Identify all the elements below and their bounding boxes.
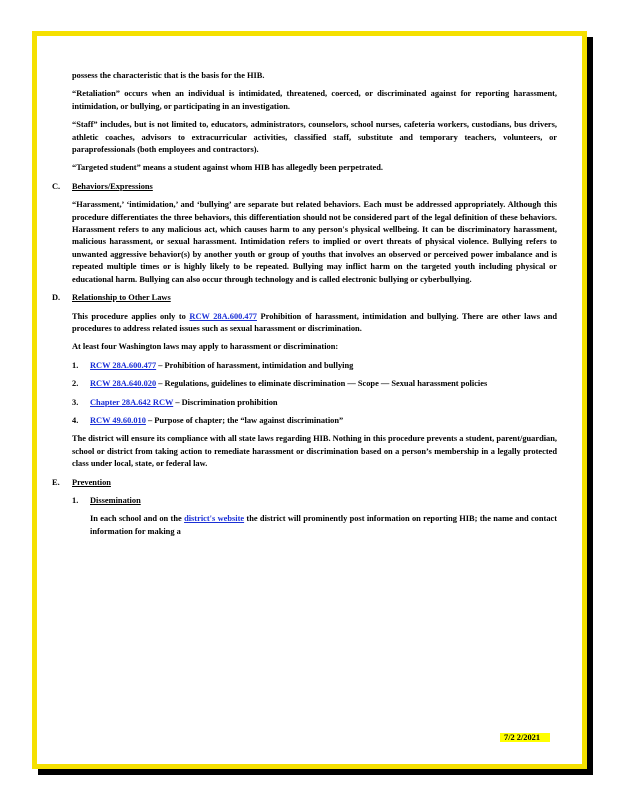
text-run: In each school and on the bbox=[90, 514, 185, 524]
document-body bbox=[52, 70, 557, 544]
list-number: 4. bbox=[72, 415, 79, 425]
law-description: – Discrimination prohibition bbox=[173, 397, 278, 407]
section-c-paragraph: “Harassment,’ ‘intimidation,’ and ‘bullying’ are separate but related behaviors. Each must be addressed appropriately. Although this procedure differentiates the three behaviors, this differentiation should not be considered part of the legal definition of these behaviors. Harassment refers to any malicious act, which causes harm to any person's physical wellbeing. It can be discriminatory harassment, malicious harassment, or sexual harassment. Intimidation refers to implied or overt threats of physical violence. Bullying refers to unwanted aggressive behavior(s) by another youth or group of youths that involves an observed or perceived power imbalance and is repeated multiple times or is highly likely to be repeated. Bullying may inflict harm on the targeted youth including physical or educational harm. Bullying can also occur through technology and is called electronic bullying or cyberbullying. bbox=[72, 200, 557, 284]
district-website-link[interactable]: district's website bbox=[184, 514, 245, 524]
section-d-paragraph-2: At least four Washington laws may apply to harassment or discrimination: bbox=[72, 342, 339, 352]
text-run: Prohibition of harassment, intimidation and bullying. There are other laws and procedures to address related issues such as sexual harassment or discrimination. bbox=[72, 311, 558, 333]
section-number: E. bbox=[52, 477, 60, 487]
dissemination-paragraph bbox=[90, 513, 557, 538]
paragraph: possess the characteristic that is the basis for the HIB. bbox=[72, 71, 265, 80]
law-list-item bbox=[72, 415, 557, 427]
law-list-item bbox=[72, 360, 557, 372]
section-title: Behaviors/Expressions bbox=[72, 181, 153, 191]
law-link[interactable]: RCW 28A.600.477 bbox=[90, 360, 157, 370]
law-description: – Prohibition of harassment, intimidation and bullying bbox=[156, 360, 354, 370]
law-list-item bbox=[72, 397, 557, 409]
law-description: – Regulations, guidelines to eliminate discrimination — Scope — Sexual harassment policies bbox=[156, 379, 488, 389]
laws-list bbox=[52, 360, 557, 428]
subsection-heading bbox=[72, 495, 557, 507]
definition-retaliation: “Retaliation” occurs when an individual is intimidated, threatened, coerced, or discriminated against for reporting harassment, intimidation, or bullying, or participating in an investigation. bbox=[72, 89, 557, 111]
list-item-body bbox=[90, 360, 557, 372]
section-number: D. bbox=[52, 293, 61, 303]
list-item-body bbox=[90, 397, 557, 409]
law-description: – Purpose of chapter; the “law against discrimination” bbox=[145, 415, 344, 425]
section-c-heading bbox=[52, 181, 557, 193]
list-item-body bbox=[90, 415, 557, 427]
section-number: C. bbox=[52, 181, 61, 191]
list-number: 1. bbox=[72, 360, 79, 370]
section-d-paragraph-3: The district will ensure its compliance with all state laws regarding HIB. Nothing in this procedure prevents a student, parent/guardian, school or district from taking action to remediate harassment or discrimination based on a person’s membership in a legally protected class under local, state, or federal law. bbox=[72, 434, 557, 469]
revision-date: 7/2 2/2021 bbox=[500, 733, 550, 742]
section-d-paragraph-1 bbox=[72, 311, 557, 336]
section-e-heading bbox=[52, 477, 557, 489]
definition-targeted-student: “Targeted student” means a student against whom HIB has allegedly been perpetrated. bbox=[72, 163, 383, 173]
subsection-number: 1. bbox=[72, 495, 79, 505]
subsection-title: Dissemination bbox=[90, 495, 141, 505]
text-run: This procedure applies only to bbox=[72, 311, 190, 321]
text-run: the district will prominently post information on reporting HIB; the name and contact information for making a bbox=[90, 514, 558, 536]
section-title: Relationship to Other Laws bbox=[72, 293, 171, 303]
list-number: 3. bbox=[72, 397, 79, 407]
list-number: 2. bbox=[72, 379, 79, 389]
law-link[interactable]: Chapter 28A.642 RCW bbox=[90, 397, 174, 407]
definition-staff: “Staff” includes, but is not limited to, educators, administrators, counselors, school nurses, cafeteria workers, custodians, bus drivers, athletic coaches, advisors to extracurricular activities, classified staff, substitute and temporary teachers, volunteers, or paraprofessionals (both employees and contractors). bbox=[72, 120, 557, 155]
section-d-heading bbox=[52, 292, 557, 304]
list-item-body bbox=[90, 378, 557, 390]
rcw-link[interactable]: RCW 28A.600.477 bbox=[189, 311, 257, 321]
law-list-item bbox=[72, 378, 557, 390]
law-link[interactable]: RCW 49.60.010 bbox=[90, 415, 146, 425]
law-link[interactable]: RCW 28A.640.020 bbox=[90, 379, 157, 389]
section-title: Prevention bbox=[72, 477, 111, 487]
